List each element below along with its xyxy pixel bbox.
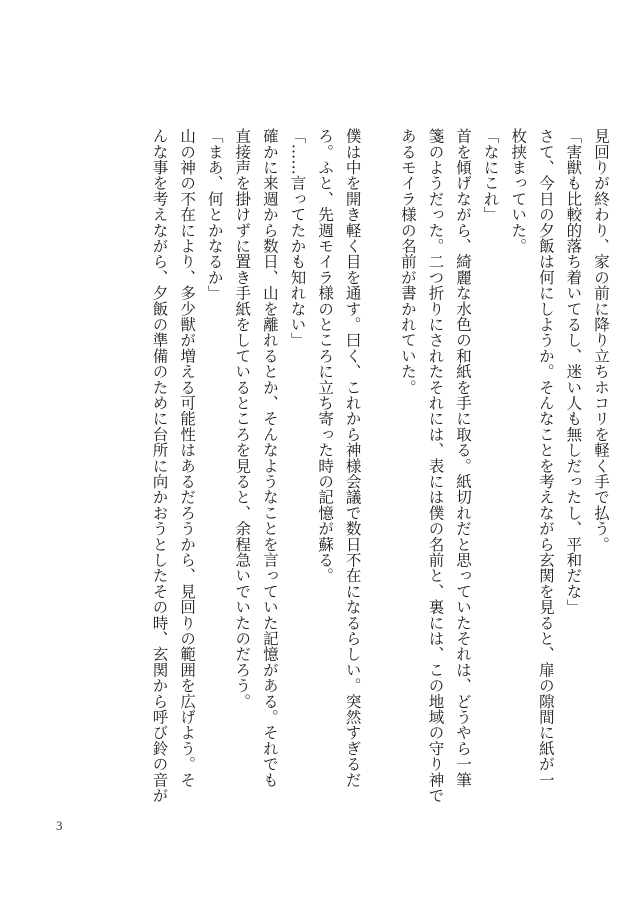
paragraph-break bbox=[366, 128, 394, 778]
text-line: 直接声を掛けずに置き手紙をしているところを見ると、余程急いでいたのだろう。 bbox=[233, 128, 252, 709]
body-text bbox=[48, 128, 614, 804]
text-line: 「まあ、何とかなるか」 bbox=[205, 128, 224, 301]
text-line: 僕は中を開き軽く目を通す。曰く、これから神様会議で数日不在になるらしい。突然すぎるだ bbox=[343, 128, 362, 788]
text-line: 首を傾げながら、綺麗な水色の和紙を手に取る。紙切れだと思っていたそれは、どうやら一筆 bbox=[454, 128, 473, 788]
text-line: ろ。ふと、先週モイラ様のところに立ち寄った時の記憶が蘇る。 bbox=[316, 128, 335, 584]
text-line: さて、今日の夕飯は何にしようか。そんなことを考えながら玄関を見ると、扉の隙間に紙が一 bbox=[536, 128, 555, 788]
text-line: あるモイラ様の名前が書かれていた。 bbox=[398, 128, 417, 395]
text-line: んな事を考えながら、夕飯の準備のために台所に向かおうとしたその時、玄関から呼び鈴の音が bbox=[150, 128, 169, 804]
text-line: 枚挟まっていた。 bbox=[509, 128, 528, 254]
text-line: 箋のようだった。二つ折りにされたそれには、表には僕の名前と、裏には、この地域の守り神で bbox=[426, 128, 445, 804]
text-line: 確かに来週から数日、山を離れるとか、そんなようなことを言っていた記憶がある。それでも bbox=[260, 128, 279, 788]
page-number: 3 bbox=[56, 818, 63, 833]
text-line: 「……言ってたかも知れない」 bbox=[288, 128, 307, 348]
text-line: 見回りが終わり、家の前に降り立ちホコリを軽く手で払う。 bbox=[592, 128, 610, 552]
text-line: 「害獣も比較的落ち着いてるし、迷い人も無しだったし、平和だな」 bbox=[564, 128, 583, 615]
text-line: 「なにこれ」 bbox=[481, 128, 500, 223]
text-line: 山の神の不在により、多少獣が増える可能性はあるだろうから、見回りの範囲を広げよう。そ bbox=[178, 128, 197, 788]
